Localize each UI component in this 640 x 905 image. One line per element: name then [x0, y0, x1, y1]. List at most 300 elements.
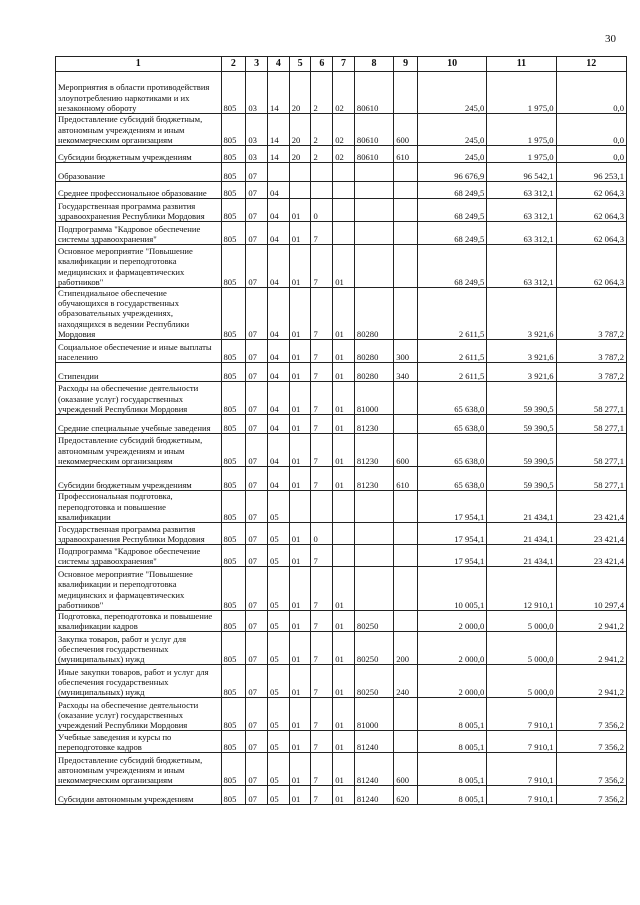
direction-code: 80610 — [354, 146, 393, 163]
amount-year-3: 7 356,2 — [556, 731, 626, 753]
subsection-code: 14 — [268, 114, 290, 146]
activity-code: 02 — [333, 146, 355, 163]
table-row — [56, 665, 627, 698]
subsection-code: 05 — [268, 698, 290, 731]
ministry-code: 805 — [221, 753, 246, 786]
amount-year-3: 58 277,1 — [556, 415, 626, 434]
subsection-code: 05 — [268, 491, 290, 523]
row-name: Мероприятия в области противодействия злоупотреблению наркотиками и их незаконному обороту — [56, 72, 222, 114]
table-row — [56, 698, 627, 731]
amount-year-3: 0,0 — [556, 72, 626, 114]
section-code: 07 — [246, 340, 268, 363]
direction-code — [354, 545, 393, 567]
amount-year-2: 12 910,1 — [487, 567, 556, 611]
amount-year-2: 96 542,1 — [487, 163, 556, 182]
expense-type-code — [394, 415, 418, 434]
direction-code: 81240 — [354, 786, 393, 805]
program-code: 01 — [289, 363, 311, 382]
subprogram-code: 7 — [311, 340, 333, 363]
section-code: 07 — [246, 415, 268, 434]
expense-type-code: 610 — [394, 467, 418, 491]
activity-code: 01 — [333, 611, 355, 632]
program-code: 01 — [289, 698, 311, 731]
amount-year-2: 7 910,1 — [487, 698, 556, 731]
activity-code — [333, 545, 355, 567]
direction-code: 80250 — [354, 611, 393, 632]
amount-year-2: 21 434,1 — [487, 523, 556, 545]
direction-code — [354, 245, 393, 288]
section-code: 03 — [246, 114, 268, 146]
amount-year-3: 23 421,4 — [556, 523, 626, 545]
section-code: 07 — [246, 363, 268, 382]
row-name: Учебные заведения и курсы по переподготовке кадров — [56, 731, 222, 753]
expense-type-code — [394, 567, 418, 611]
subprogram-code: 7 — [311, 786, 333, 805]
section-code: 07 — [246, 632, 268, 665]
direction-code — [354, 222, 393, 245]
table-row — [56, 222, 627, 245]
ministry-code: 805 — [221, 545, 246, 567]
amount-year-2: 21 434,1 — [487, 545, 556, 567]
direction-code: 81000 — [354, 698, 393, 731]
amount-year-2: 5 000,0 — [487, 632, 556, 665]
subsection-code: 05 — [268, 731, 290, 753]
subsection-code: 04 — [268, 245, 290, 288]
amount-year-1: 8 005,1 — [417, 698, 486, 731]
subprogram-code: 7 — [311, 611, 333, 632]
amount-year-1: 96 676,9 — [417, 163, 486, 182]
expense-type-code — [394, 491, 418, 523]
amount-year-1: 2 611,5 — [417, 363, 486, 382]
ministry-code: 805 — [221, 114, 246, 146]
row-name: Субсидии бюджетным учреждениям — [56, 467, 222, 491]
table-row — [56, 491, 627, 523]
amount-year-3: 23 421,4 — [556, 545, 626, 567]
amount-year-2: 21 434,1 — [487, 491, 556, 523]
budget-table — [55, 56, 627, 805]
section-code: 07 — [246, 698, 268, 731]
subsection-code: 04 — [268, 288, 290, 340]
expense-type-code: 300 — [394, 340, 418, 363]
expense-type-code — [394, 382, 418, 415]
direction-code — [354, 523, 393, 545]
expense-type-code: 200 — [394, 632, 418, 665]
amount-year-1: 65 638,0 — [417, 467, 486, 491]
amount-year-3: 58 277,1 — [556, 467, 626, 491]
amount-year-3: 3 787,2 — [556, 340, 626, 363]
activity-code — [333, 491, 355, 523]
expense-type-code — [394, 523, 418, 545]
program-code: 01 — [289, 567, 311, 611]
subsection-code: 04 — [268, 382, 290, 415]
row-name: Государственная программа развития здравоохранения Республики Мордовия — [56, 523, 222, 545]
amount-year-1: 65 638,0 — [417, 415, 486, 434]
section-code: 07 — [246, 786, 268, 805]
direction-code — [354, 163, 393, 182]
row-name: Основное мероприятие "Повышение квалификации и переподготовка медицинских и фармацевтических работников" — [56, 567, 222, 611]
table-header-row — [56, 57, 627, 72]
amount-year-2: 63 312,1 — [487, 245, 556, 288]
subprogram-code: 7 — [311, 382, 333, 415]
program-code — [289, 163, 311, 182]
program-code: 01 — [289, 222, 311, 245]
ministry-code: 805 — [221, 163, 246, 182]
program-code: 01 — [289, 545, 311, 567]
amount-year-3: 3 787,2 — [556, 288, 626, 340]
table-row — [56, 753, 627, 786]
program-code: 01 — [289, 632, 311, 665]
section-code: 07 — [246, 567, 268, 611]
subsection-code: 05 — [268, 665, 290, 698]
amount-year-3: 62 064,3 — [556, 182, 626, 199]
ministry-code: 805 — [221, 523, 246, 545]
ministry-code: 805 — [221, 698, 246, 731]
subsection-code: 04 — [268, 467, 290, 491]
subsection-code: 04 — [268, 434, 290, 467]
subprogram-code: 2 — [311, 114, 333, 146]
table-row — [56, 163, 627, 182]
amount-year-1: 68 249,5 — [417, 245, 486, 288]
section-code: 07 — [246, 382, 268, 415]
section-code: 07 — [246, 753, 268, 786]
subprogram-code: 7 — [311, 415, 333, 434]
amount-year-1: 8 005,1 — [417, 753, 486, 786]
row-name: Предоставление субсидий бюджетным, автономным учреждениям и иным некоммерческим организациям — [56, 434, 222, 467]
expense-type-code — [394, 545, 418, 567]
amount-year-2: 5 000,0 — [487, 611, 556, 632]
row-name: Подготовка, переподготовка и повышение квалификации кадров — [56, 611, 222, 632]
expense-type-code — [394, 245, 418, 288]
amount-year-3: 2 941,2 — [556, 632, 626, 665]
amount-year-1: 8 005,1 — [417, 786, 486, 805]
amount-year-2: 7 910,1 — [487, 753, 556, 786]
amount-year-1: 2 000,0 — [417, 632, 486, 665]
amount-year-3: 2 941,2 — [556, 665, 626, 698]
amount-year-2: 63 312,1 — [487, 199, 556, 222]
col-header-subprogram: 6 — [311, 57, 333, 72]
subprogram-code: 7 — [311, 632, 333, 665]
direction-code: 80610 — [354, 114, 393, 146]
activity-code — [333, 222, 355, 245]
activity-code: 02 — [333, 114, 355, 146]
subprogram-code: 7 — [311, 665, 333, 698]
row-name: Подпрограмма "Кадровое обеспечение системы здравоохранения" — [56, 545, 222, 567]
amount-year-2: 1 975,0 — [487, 72, 556, 114]
table-row — [56, 611, 627, 632]
ministry-code: 805 — [221, 222, 246, 245]
amount-year-3: 62 064,3 — [556, 199, 626, 222]
subsection-code: 04 — [268, 363, 290, 382]
amount-year-1: 8 005,1 — [417, 731, 486, 753]
activity-code: 01 — [333, 245, 355, 288]
expense-type-code: 600 — [394, 114, 418, 146]
amount-year-2: 3 921,6 — [487, 363, 556, 382]
amount-year-1: 68 249,5 — [417, 199, 486, 222]
subprogram-code: 7 — [311, 753, 333, 786]
col-header-section: 3 — [246, 57, 268, 72]
subprogram-code — [311, 163, 333, 182]
table-row — [56, 114, 627, 146]
activity-code: 01 — [333, 340, 355, 363]
row-name: Социальное обеспечение и иные выплаты населению — [56, 340, 222, 363]
section-code: 07 — [246, 545, 268, 567]
section-code: 03 — [246, 146, 268, 163]
amount-year-2: 59 390,5 — [487, 382, 556, 415]
direction-code: 81230 — [354, 434, 393, 467]
table-row — [56, 72, 627, 114]
amount-year-2: 3 921,6 — [487, 340, 556, 363]
program-code: 01 — [289, 434, 311, 467]
program-code: 01 — [289, 665, 311, 698]
expense-type-code: 600 — [394, 753, 418, 786]
row-name: Предоставление субсидий бюджетным, автономным учреждениям и иным некоммерческим организациям — [56, 114, 222, 146]
activity-code: 01 — [333, 288, 355, 340]
subsection-code: 05 — [268, 632, 290, 665]
subsection-code: 04 — [268, 199, 290, 222]
program-code: 01 — [289, 731, 311, 753]
amount-year-3: 58 277,1 — [556, 382, 626, 415]
ministry-code: 805 — [221, 288, 246, 340]
amount-year-1: 65 638,0 — [417, 434, 486, 467]
col-header-direction: 8 — [354, 57, 393, 72]
program-code — [289, 182, 311, 199]
program-code: 01 — [289, 753, 311, 786]
program-code — [289, 491, 311, 523]
activity-code: 01 — [333, 698, 355, 731]
amount-year-3: 3 787,2 — [556, 363, 626, 382]
expense-type-code: 340 — [394, 363, 418, 382]
section-code: 07 — [246, 523, 268, 545]
program-code: 01 — [289, 382, 311, 415]
amount-year-1: 17 954,1 — [417, 523, 486, 545]
subprogram-code — [311, 182, 333, 199]
amount-year-2: 59 390,5 — [487, 415, 556, 434]
activity-code: 01 — [333, 632, 355, 665]
program-code: 01 — [289, 523, 311, 545]
col-header-expense-type: 9 — [394, 57, 418, 72]
subprogram-code: 7 — [311, 567, 333, 611]
subprogram-code: 0 — [311, 199, 333, 222]
subsection-code: 14 — [268, 72, 290, 114]
ministry-code: 805 — [221, 72, 246, 114]
ministry-code: 805 — [221, 146, 246, 163]
expense-type-code: 240 — [394, 665, 418, 698]
subsection-code: 05 — [268, 567, 290, 611]
section-code: 07 — [246, 611, 268, 632]
table-row — [56, 632, 627, 665]
expense-type-code — [394, 731, 418, 753]
subsection-code: 14 — [268, 146, 290, 163]
ministry-code: 805 — [221, 382, 246, 415]
amount-year-3: 23 421,4 — [556, 491, 626, 523]
activity-code — [333, 199, 355, 222]
subprogram-code — [311, 491, 333, 523]
section-code: 07 — [246, 467, 268, 491]
subprogram-code: 0 — [311, 523, 333, 545]
direction-code: 81230 — [354, 467, 393, 491]
ministry-code: 805 — [221, 491, 246, 523]
expense-type-code — [394, 72, 418, 114]
row-name: Государственная программа развития здравоохранения Республики Мордовия — [56, 199, 222, 222]
amount-year-3: 2 941,2 — [556, 611, 626, 632]
section-code: 07 — [246, 665, 268, 698]
activity-code — [333, 163, 355, 182]
direction-code: 80250 — [354, 665, 393, 698]
subsection-code: 04 — [268, 340, 290, 363]
row-name: Иные закупки товаров, работ и услуг для обеспечения государственных (муниципальных) нужд — [56, 665, 222, 698]
amount-year-3: 58 277,1 — [556, 434, 626, 467]
amount-year-2: 1 975,0 — [487, 146, 556, 163]
table-row — [56, 567, 627, 611]
subprogram-code: 7 — [311, 731, 333, 753]
ministry-code: 805 — [221, 415, 246, 434]
subprogram-code: 7 — [311, 245, 333, 288]
subsection-code: 05 — [268, 786, 290, 805]
row-name: Расходы на обеспечение деятельности (оказание услуг) государственных учреждений Республики Мордовия — [56, 698, 222, 731]
col-header-year-3: 12 — [556, 57, 626, 72]
amount-year-1: 10 005,1 — [417, 567, 486, 611]
amount-year-1: 17 954,1 — [417, 491, 486, 523]
ministry-code: 805 — [221, 567, 246, 611]
direction-code — [354, 491, 393, 523]
expense-type-code — [394, 199, 418, 222]
section-code: 07 — [246, 182, 268, 199]
section-code: 07 — [246, 288, 268, 340]
ministry-code: 805 — [221, 363, 246, 382]
amount-year-1: 245,0 — [417, 146, 486, 163]
activity-code: 01 — [333, 415, 355, 434]
row-name: Закупка товаров, работ и услуг для обеспечения государственных (муниципальных) нужд — [56, 632, 222, 665]
expense-type-code — [394, 288, 418, 340]
amount-year-3: 10 297,4 — [556, 567, 626, 611]
amount-year-1: 2 000,0 — [417, 611, 486, 632]
page-number: 30 — [605, 33, 616, 45]
section-code: 07 — [246, 731, 268, 753]
section-code: 07 — [246, 163, 268, 182]
subsection-code: 04 — [268, 415, 290, 434]
activity-code — [333, 182, 355, 199]
section-code: 07 — [246, 199, 268, 222]
table-row — [56, 340, 627, 363]
table-row — [56, 199, 627, 222]
activity-code: 01 — [333, 567, 355, 611]
program-code: 20 — [289, 72, 311, 114]
subsection-code: 05 — [268, 545, 290, 567]
amount-year-1: 68 249,5 — [417, 182, 486, 199]
amount-year-1: 245,0 — [417, 114, 486, 146]
row-name: Стипендиальное обеспечение обучающихся в государственных образовательных учреждениях, находящихся в ведении Республики Мордовия — [56, 288, 222, 340]
section-code: 07 — [246, 434, 268, 467]
activity-code: 01 — [333, 665, 355, 698]
col-header-activity: 7 — [333, 57, 355, 72]
row-name: Субсидии бюджетным учреждениям — [56, 146, 222, 163]
program-code: 01 — [289, 288, 311, 340]
col-header-program: 5 — [289, 57, 311, 72]
expense-type-code: 620 — [394, 786, 418, 805]
row-name: Подпрограмма "Кадровое обеспечение системы здравоохранения" — [56, 222, 222, 245]
activity-code: 01 — [333, 363, 355, 382]
expense-type-code — [394, 182, 418, 199]
col-header-year-2: 11 — [487, 57, 556, 72]
table-row — [56, 523, 627, 545]
row-name: Предоставление субсидий бюджетным, автономным учреждениям и иным некоммерческим организациям — [56, 753, 222, 786]
subprogram-code: 7 — [311, 363, 333, 382]
col-header-name: 1 — [56, 57, 222, 72]
program-code: 01 — [289, 611, 311, 632]
amount-year-2: 1 975,0 — [487, 114, 556, 146]
subprogram-code: 2 — [311, 146, 333, 163]
subsection-code — [268, 163, 290, 182]
section-code: 07 — [246, 245, 268, 288]
direction-code: 81240 — [354, 731, 393, 753]
ministry-code: 805 — [221, 632, 246, 665]
amount-year-2: 3 921,6 — [487, 288, 556, 340]
subsection-code: 05 — [268, 523, 290, 545]
row-name: Стипендии — [56, 363, 222, 382]
direction-code: 80280 — [354, 363, 393, 382]
amount-year-2: 59 390,5 — [487, 434, 556, 467]
amount-year-2: 63 312,1 — [487, 222, 556, 245]
subprogram-code: 7 — [311, 698, 333, 731]
amount-year-2: 7 910,1 — [487, 786, 556, 805]
row-name: Профессиональная подготовка, переподготовка и повышение квалификации — [56, 491, 222, 523]
ministry-code: 805 — [221, 731, 246, 753]
table-row — [56, 467, 627, 491]
program-code: 20 — [289, 146, 311, 163]
subprogram-code: 2 — [311, 72, 333, 114]
table-row — [56, 146, 627, 163]
amount-year-1: 2 611,5 — [417, 288, 486, 340]
col-header-ministry: 2 — [221, 57, 246, 72]
table-row — [56, 545, 627, 567]
program-code: 01 — [289, 415, 311, 434]
row-name: Образование — [56, 163, 222, 182]
direction-code: 81240 — [354, 753, 393, 786]
subsection-code: 04 — [268, 222, 290, 245]
amount-year-3: 62 064,3 — [556, 222, 626, 245]
row-name: Средние специальные учебные заведения — [56, 415, 222, 434]
amount-year-3: 7 356,2 — [556, 698, 626, 731]
direction-code — [354, 182, 393, 199]
ministry-code: 805 — [221, 434, 246, 467]
expense-type-code — [394, 611, 418, 632]
subprogram-code: 7 — [311, 467, 333, 491]
ministry-code: 805 — [221, 340, 246, 363]
subprogram-code: 7 — [311, 288, 333, 340]
table-row — [56, 382, 627, 415]
amount-year-2: 5 000,0 — [487, 665, 556, 698]
col-header-subsection: 4 — [268, 57, 290, 72]
amount-year-1: 68 249,5 — [417, 222, 486, 245]
table-row — [56, 786, 627, 805]
ministry-code: 805 — [221, 786, 246, 805]
expense-type-code: 610 — [394, 146, 418, 163]
program-code: 01 — [289, 340, 311, 363]
program-code: 01 — [289, 245, 311, 288]
table-row — [56, 288, 627, 340]
ministry-code: 805 — [221, 199, 246, 222]
amount-year-1: 17 954,1 — [417, 545, 486, 567]
direction-code: 81000 — [354, 382, 393, 415]
program-code: 01 — [289, 199, 311, 222]
ministry-code: 805 — [221, 182, 246, 199]
expense-type-code — [394, 222, 418, 245]
section-code: 03 — [246, 72, 268, 114]
subsection-code: 05 — [268, 611, 290, 632]
expense-type-code: 600 — [394, 434, 418, 467]
activity-code: 02 — [333, 72, 355, 114]
activity-code — [333, 523, 355, 545]
